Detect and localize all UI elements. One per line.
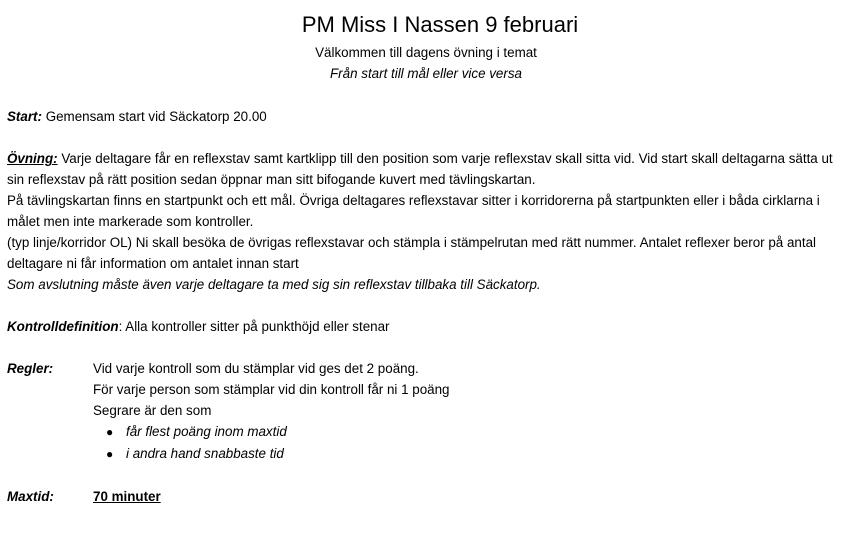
list-item [93,421,450,443]
regler-bullet-1: får flest poäng inom maxtid [126,424,287,439]
ovning-section [7,148,857,295]
ovning-line-6: deltagare ni får information om antalet innan start [7,256,299,271]
kontrolldefinition-label: Kontrolldefinition [7,319,119,334]
document-title: PM Miss I Nassen 9 februari [301,12,579,37]
regler-line-3: Segrare är den som [93,403,212,418]
start-section [7,106,857,127]
regler-line-1: Vid varje kontroll som du stämplar vid ges det 2 poäng. [93,361,419,376]
start-text: Gemensam start vid Säckatorp 20.00 [41,109,267,124]
maxtid-value: 70 minuter [93,489,161,504]
kontrolldefinition-text: : Alla kontroller sitter på punkthöjd eller stenar [118,319,390,334]
ovning-line-1: Varje deltagare får en reflexstav samt kartklipp till den position som varje reflexstav skall sitta vid. Vid start skall deltagarna sätta ut [57,151,833,166]
document-subtitle: Välkommen till dagens övning i temat [315,45,537,60]
ovning-line-2: sin reflexstav på rätt position sedan öppnar man sitt bifogande kuvert med tävlingskartan. [7,172,536,187]
kontrolldefinition-section [7,316,857,337]
maxtid-label: Maxtid: [7,489,54,504]
ovning-line-3: På tävlingskartan finns en startpunkt och ett mål. Övriga deltagares reflexstavar sitter i korridorerna på startpunkten eller i båda cirklarna i [7,193,820,208]
regler-bullet-list [93,421,450,465]
ovning-line-5: (typ linje/korridor OL) Ni skall besöka de övrigas reflexstavar och stämpla i stämpelrutan med rätt nummer. Antalet reflexer beror på antal [7,235,817,250]
regler-label: Regler: [7,361,54,376]
regler-bullet-2: i andra hand snabbaste tid [126,446,284,461]
ovning-line-4: målet men inte markerade som kontroller. [7,214,254,229]
document-tagline: Från start till mål eller vice versa [330,66,522,81]
regler-line-2: För varje person som stämplar vid din kontroll får ni 1 poäng [93,382,450,397]
regler-body [93,358,450,465]
ovning-line-7: Som avslutning måste även varje deltagare ta med sig sin reflexstav tillbaka till Säckatorp. [7,277,541,292]
ovning-label: Övning: [7,151,58,166]
bullet-icon: ● [106,425,114,439]
bullet-icon: ● [106,447,114,461]
list-item [93,443,450,465]
start-label: Start: [7,109,42,124]
